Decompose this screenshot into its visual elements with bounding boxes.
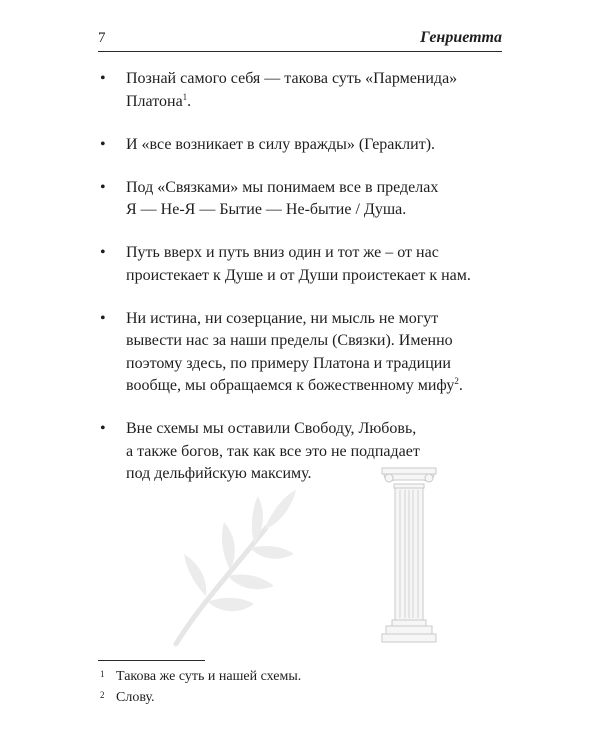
bullet-line: под дельфийскую максиму. xyxy=(126,465,312,482)
footnote-rule xyxy=(98,660,205,661)
laurel-branch-illustration xyxy=(168,488,298,648)
bullet-line: проистекает к Душе и от Души проистекает к нам. xyxy=(126,266,471,284)
bullet-item-path xyxy=(98,242,518,287)
footnote-ref: 1 xyxy=(182,91,188,102)
bullet-mark: • xyxy=(100,178,106,196)
bullet-line: Вне схемы мы оставили Свободу, Любовь, xyxy=(126,420,417,437)
footnote-text: Такова же суть и нашей схемы. xyxy=(116,669,302,684)
running-head-title: Генриетта xyxy=(420,29,502,46)
bullet-line: Познай самого себя — такова суть «Парменида» xyxy=(126,70,458,87)
footnote-ref: 2 xyxy=(454,376,459,386)
bullet-line: Ни истина, ни созерцание, ни мысль не могут xyxy=(126,309,439,327)
bullet-line: Под «Связками» мы понимаем все в пределах xyxy=(126,178,439,196)
ionic-column-illustration xyxy=(380,464,438,644)
bullet-item-parmenides xyxy=(98,68,518,113)
bullet-line: а также богов, так как все это не подпадает xyxy=(126,442,420,460)
bullet-line: Платона xyxy=(126,92,183,110)
punctuation: . xyxy=(187,92,192,110)
footnote-1 xyxy=(98,666,301,687)
bullet-mark: • xyxy=(100,244,106,261)
bullet-line: вообще, мы обращаемся к божественному мифу xyxy=(126,377,455,394)
header-rule xyxy=(98,51,502,52)
bullet-mark: • xyxy=(100,309,106,327)
bullet-line: Путь вверх и путь вниз один и тот же – от нас xyxy=(126,244,439,261)
footnote-text: Слову. xyxy=(116,690,155,705)
page-number: 7 xyxy=(98,30,106,46)
bullet-item-heraclitus xyxy=(98,134,518,157)
bullet-item-links xyxy=(98,177,518,222)
footnotes xyxy=(98,666,301,708)
punctuation: . xyxy=(458,377,463,394)
bullet-item-freedom xyxy=(98,418,518,486)
footnote-2 xyxy=(98,687,301,708)
bullet-mark: • xyxy=(100,420,106,437)
bullet-mark: • xyxy=(100,70,106,87)
bullet-list xyxy=(98,68,518,486)
bullet-item-myth xyxy=(98,308,518,398)
bullet-line: поэтому здесь, по примеру Платона и традиции xyxy=(126,354,451,372)
bullet-line: И «все возникает в силу вражды» (Гераклит). xyxy=(126,135,436,153)
bullet-line: вывести нас за наши пределы (Связки). Именно xyxy=(126,332,453,349)
footnote-number: 2 xyxy=(100,690,105,700)
footnote-number: 1 xyxy=(100,669,105,679)
bullet-line: Я — Не-Я — Бытие — Не-бытие / Душа. xyxy=(126,201,407,218)
bullet-mark: • xyxy=(100,135,106,153)
